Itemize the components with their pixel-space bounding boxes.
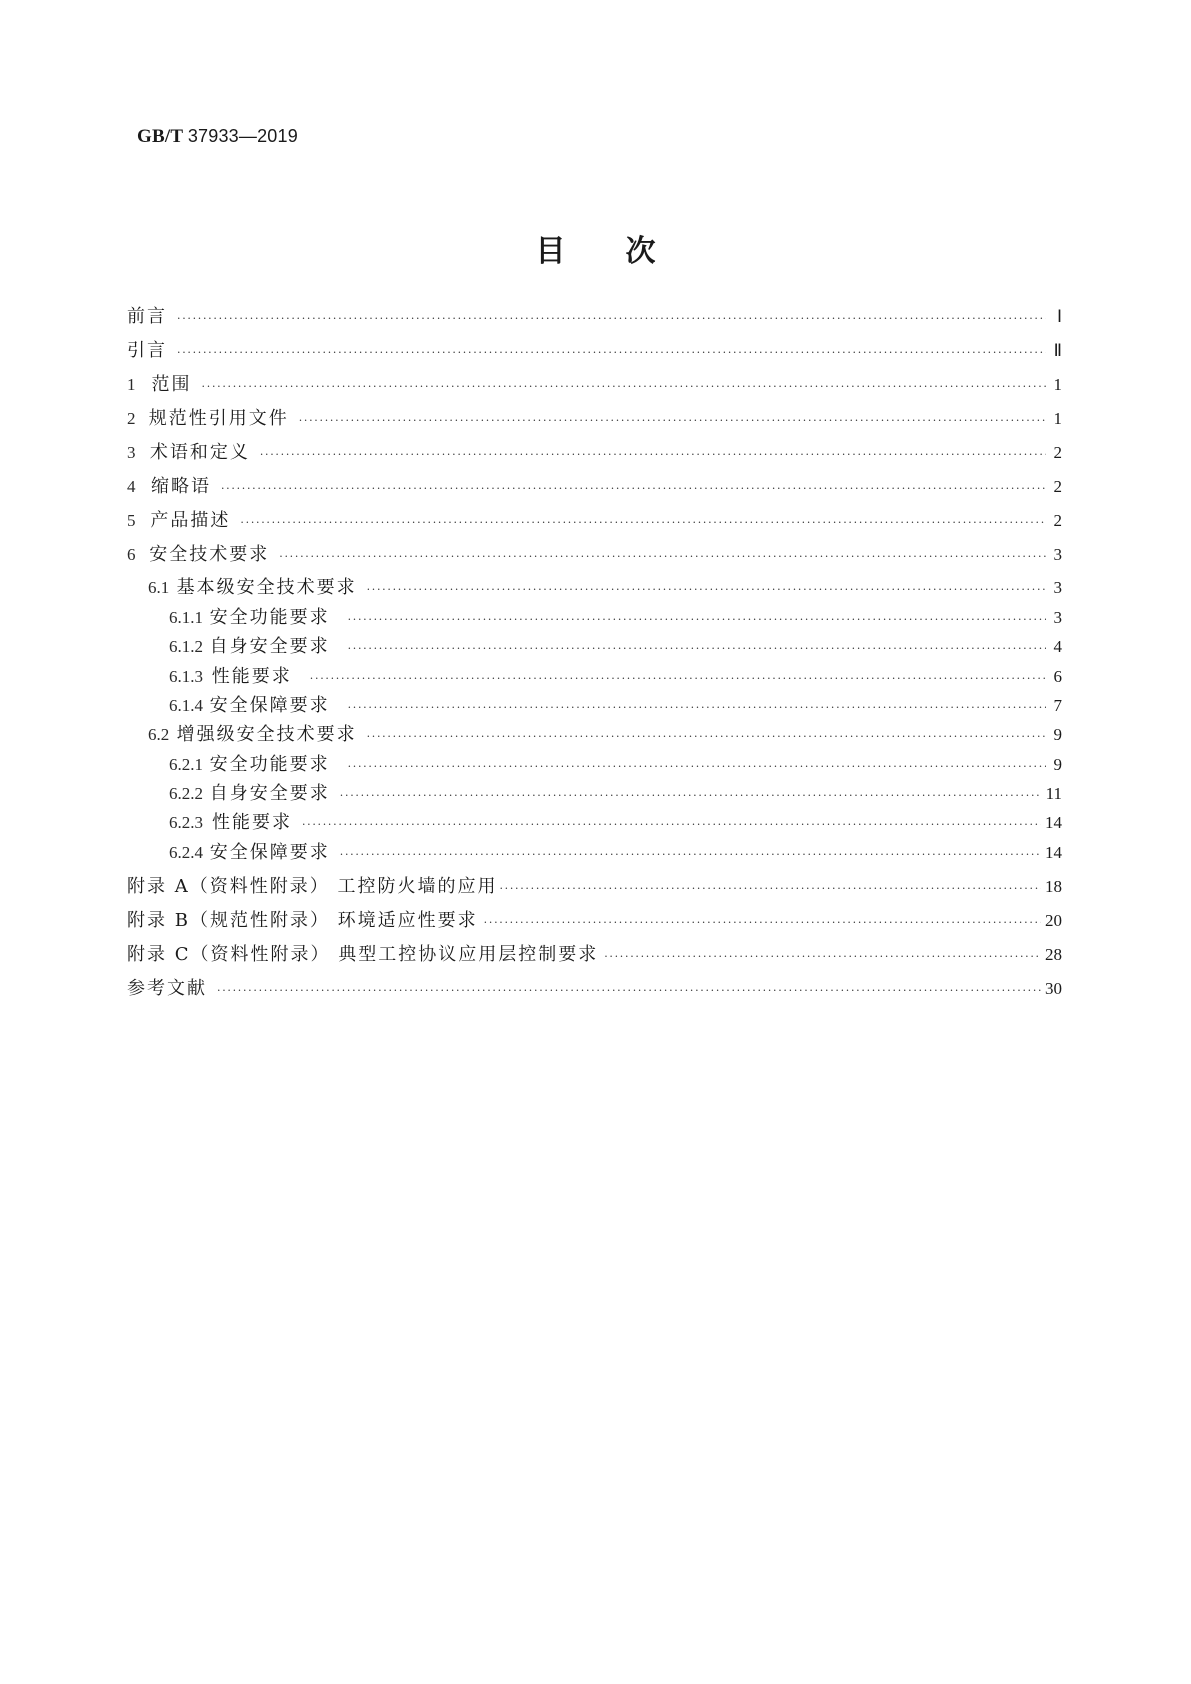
toc-leader-dots	[299, 408, 1046, 434]
toc-entry-label: 附录 A（资料性附录） 工控防火墙的应用	[127, 876, 498, 897]
toc-entry-label: 安全功能要求	[209, 754, 330, 775]
toc-entry-label: 安全保障要求	[209, 842, 330, 863]
toc-entry-label: 附录 B（规范性附录） 环境适应性要求	[127, 910, 478, 931]
toc-leader-dots	[202, 374, 1046, 400]
toc-leader-dots	[348, 754, 1046, 780]
toc-leader-dots	[499, 876, 1041, 902]
toc-leader-dots	[177, 306, 1046, 332]
toc-leader-dots	[348, 695, 1046, 721]
toc-entry-page: 9	[1053, 755, 1062, 774]
toc-entry-section-6-2[interactable]	[148, 722, 1062, 748]
toc-entry-page: 6	[1053, 667, 1062, 686]
toc-entry-page: 2	[1053, 477, 1062, 496]
toc-entry-section-6-1-1[interactable]	[169, 605, 1062, 631]
toc-entry-label: 安全功能要求	[209, 607, 330, 628]
toc-entry-page: 1	[1053, 375, 1062, 394]
toc-entry-appendix-b[interactable]	[127, 908, 1062, 934]
toc-entry-label: 缩略语	[150, 476, 211, 497]
toc-entry-label: 性能要求	[211, 812, 292, 833]
toc-entry-number: 6.2.1	[169, 755, 203, 774]
toc-leader-dots	[177, 340, 1046, 366]
toc-entry-label: 性能要求	[211, 666, 292, 687]
toc-entry-label: 参考文献	[127, 978, 207, 999]
toc-entry-label: 增强级安全技术要求	[176, 724, 357, 745]
toc-entry-page: 4	[1053, 637, 1062, 656]
toc-entry-chapter-5[interactable]	[127, 508, 1062, 534]
toc-entry-number: 6.1.3	[169, 667, 203, 686]
toc-entry-page: 2	[1053, 443, 1062, 462]
toc-entry-number: 6.1.4	[169, 696, 203, 715]
toc-entry-number: 1	[127, 375, 136, 394]
toc-leader-dots	[302, 812, 1041, 838]
toc-entry-label: 范围	[151, 374, 192, 395]
toc-entry-page: Ⅰ	[1056, 307, 1062, 326]
toc-entry-number: 6.1.2	[169, 637, 203, 656]
toc-leader-dots	[604, 944, 1041, 970]
toc-entry-page: 14	[1044, 813, 1062, 832]
toc-leader-dots	[221, 476, 1046, 502]
toc-entry-chapter-2[interactable]	[127, 406, 1062, 432]
toc-entry-page: 3	[1053, 608, 1062, 627]
toc-entry-label: 术语和定义	[149, 442, 250, 463]
toc-leader-dots	[260, 442, 1046, 468]
toc-entry-number: 5	[127, 511, 136, 530]
toc-entry-section-6-2-3[interactable]	[169, 810, 1062, 836]
standard-number: 37933—2019	[187, 126, 298, 146]
toc-entry-introduction[interactable]	[127, 338, 1062, 364]
toc-entry-page: 14	[1045, 843, 1062, 862]
toc-leader-dots	[217, 978, 1041, 1004]
toc-entry-page: 2	[1053, 511, 1062, 530]
toc-entry-chapter-1[interactable]	[127, 372, 1062, 398]
toc-entry-page: 20	[1045, 911, 1062, 930]
toc-entry-foreword[interactable]	[127, 304, 1062, 330]
toc-leader-dots	[240, 510, 1046, 536]
standard-code	[137, 126, 298, 148]
toc-entry-page: 9	[1053, 725, 1062, 744]
toc-entry-page: 30	[1045, 979, 1062, 998]
toc-entry-label: 安全技术要求	[149, 544, 270, 565]
toc-entry-page: 1	[1053, 409, 1062, 428]
toc-leader-dots	[367, 577, 1046, 603]
toc-title: 目次	[535, 234, 716, 269]
toc-entry-page: Ⅱ	[1053, 341, 1062, 360]
toc-entry-section-6-1-4[interactable]	[169, 693, 1062, 719]
toc-leader-dots	[484, 910, 1041, 936]
toc-leader-dots	[367, 724, 1046, 750]
toc-entry-label: 引言	[127, 340, 167, 361]
toc-entry-label: 前言	[127, 306, 167, 327]
toc-entry-page: 18	[1045, 877, 1062, 896]
toc-entry-number: 6.1	[148, 578, 170, 597]
toc-leader-dots	[348, 607, 1046, 633]
toc-entry-label: 自身安全要求	[209, 783, 330, 804]
toc-entry-page: 3	[1053, 578, 1062, 597]
toc-leader-dots	[279, 544, 1046, 570]
toc-entry-section-6-1-2[interactable]	[169, 634, 1062, 660]
toc-leader-dots	[340, 783, 1042, 809]
toc-entry-page: 7	[1053, 696, 1062, 715]
toc-entry-label: 产品描述	[150, 510, 231, 531]
toc-entry-number: 6	[127, 545, 136, 564]
toc-entry-chapter-4[interactable]	[127, 474, 1062, 500]
standard-prefix: GB/T	[137, 126, 183, 147]
toc-entry-number: 6.1.1	[169, 608, 203, 627]
toc-entry-label: 附录 C（资料性附录） 典型工控协议应用层控制要求	[127, 944, 599, 965]
toc-entry-chapter-6[interactable]	[127, 542, 1062, 568]
toc-entry-section-6-2-2[interactable]	[169, 781, 1062, 807]
toc-entry-number: 6.2.2	[169, 784, 203, 803]
toc-entry-appendix-c[interactable]	[127, 942, 1062, 968]
toc-entry-section-6-2-4[interactable]	[169, 840, 1062, 866]
toc-leader-dots	[340, 842, 1041, 868]
toc-entry-number: 2	[127, 409, 136, 428]
toc-entry-number: 6.2.3	[169, 813, 203, 832]
toc-entry-label: 安全保障要求	[209, 695, 330, 716]
toc-entry-number: 6.2	[148, 725, 170, 744]
toc-entry-label: 基本级安全技术要求	[176, 577, 357, 598]
toc-entry-section-6-1-3[interactable]	[169, 664, 1062, 690]
toc-entry-bibliography[interactable]	[127, 976, 1062, 1002]
toc-entry-number: 4	[127, 477, 136, 496]
toc-entry-label: 自身安全要求	[209, 636, 330, 657]
toc-entry-appendix-a[interactable]	[127, 874, 1062, 900]
toc-entry-section-6-1[interactable]	[148, 575, 1062, 601]
toc-leader-dots	[310, 666, 1046, 692]
toc-entry-section-6-2-1[interactable]	[169, 752, 1062, 778]
toc-entry-chapter-3[interactable]	[127, 440, 1062, 466]
toc-entry-page: 3	[1053, 545, 1062, 564]
toc-entry-page: 28	[1045, 945, 1062, 964]
toc-entry-number: 6.2.4	[169, 843, 203, 862]
toc-entry-page: 11	[1045, 784, 1062, 803]
toc-entry-number: 3	[127, 443, 136, 462]
toc-leader-dots	[348, 636, 1046, 662]
toc-entry-label: 规范性引用文件	[148, 408, 289, 429]
